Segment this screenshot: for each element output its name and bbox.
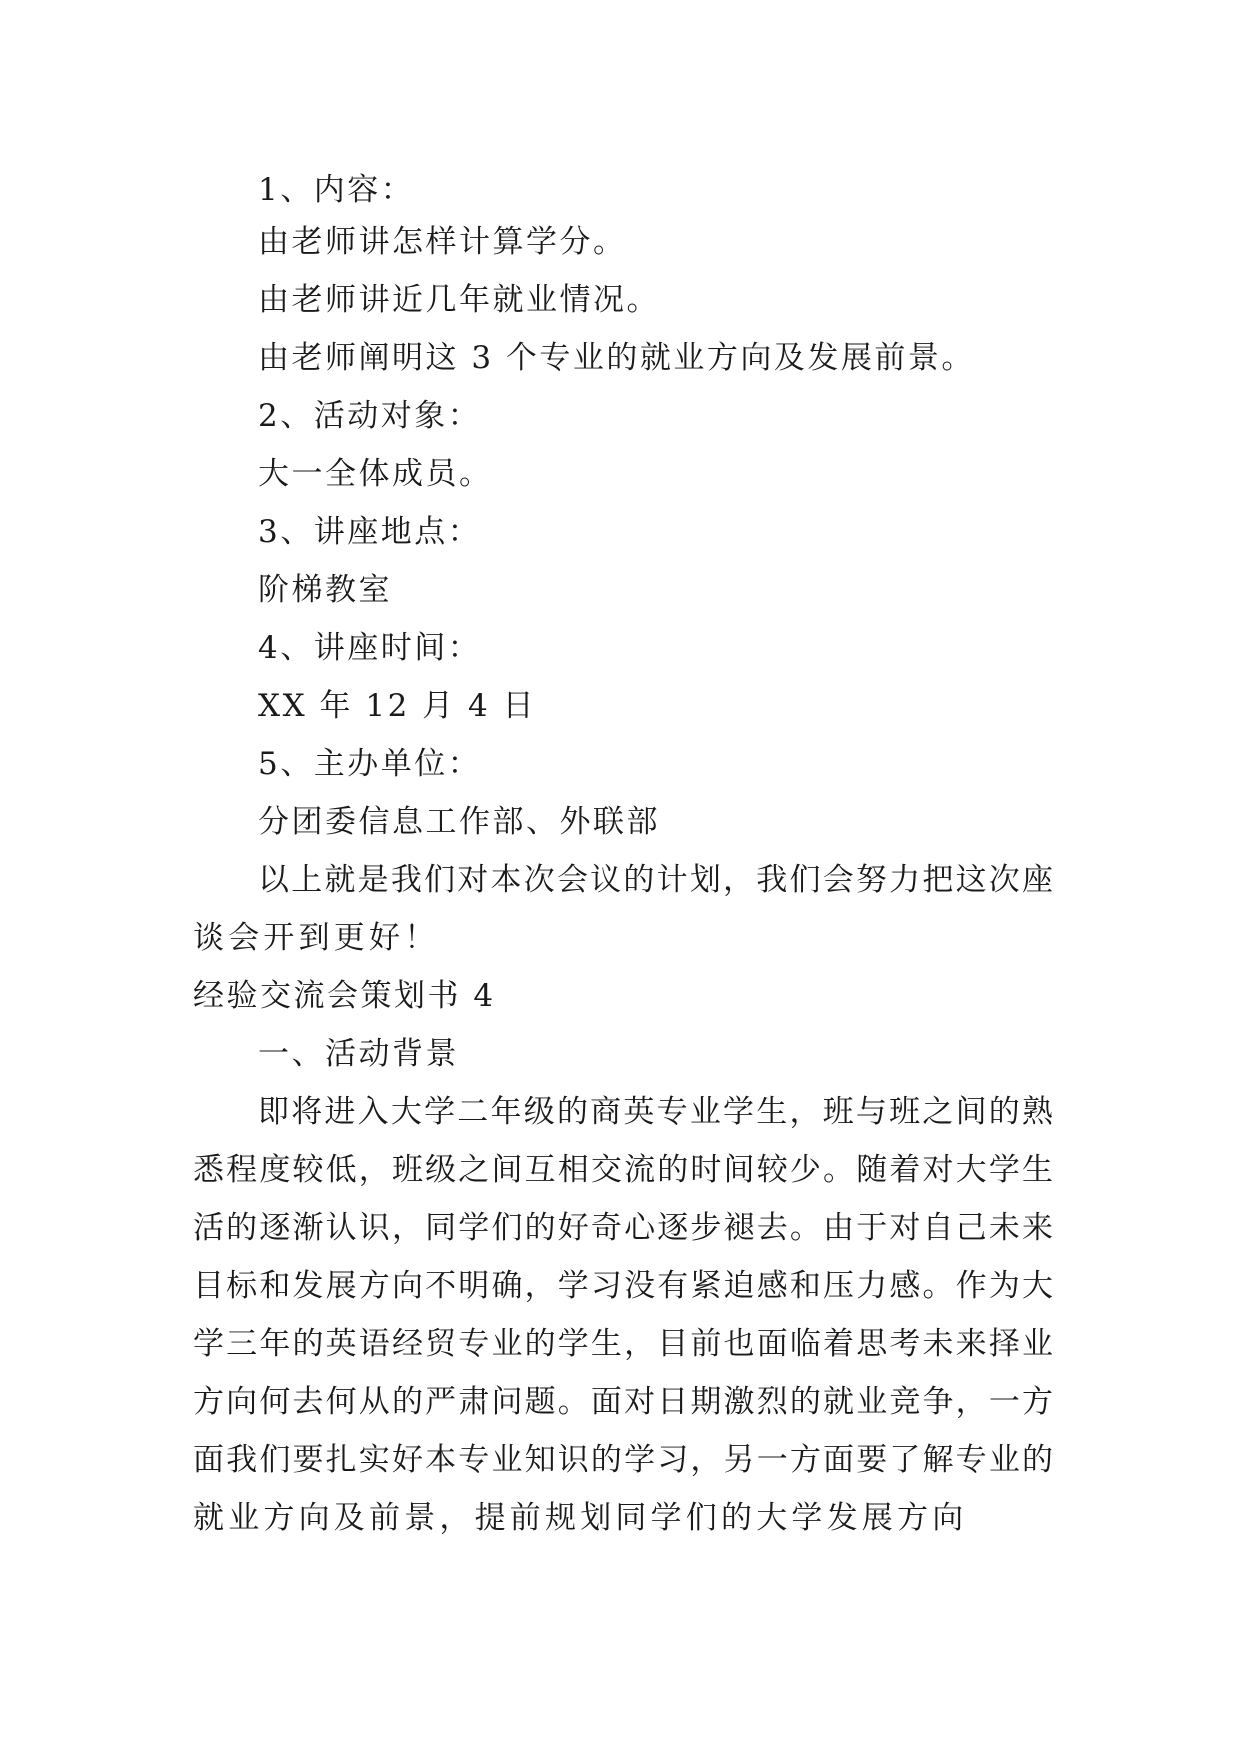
time-text: XX 年 12 月 4 日 — [258, 688, 537, 724]
background-paragraph-line-7: 面我们要扎实好本专业知识的学习，另一方面要了解专业的 — [193, 1442, 1053, 1478]
background-paragraph-line-5: 学三年的英语经贸专业的学生，目前也面临着思考未来择业 — [193, 1326, 1053, 1362]
closing-paragraph-line-1: 以上就是我们对本次会议的计划，我们会努力把这次座 — [258, 862, 1053, 898]
background-paragraph-line-6: 方向何去何从的严肃问题。面对日期激烈的就业竞争，一方 — [193, 1384, 1053, 1420]
background-paragraph-line-1: 即将进入大学二年级的商英专业学生，班与班之间的熟 — [258, 1094, 1053, 1130]
item-heading-content: 1、内容： — [258, 172, 415, 208]
content-line-credits: 由老师讲怎样计算学分。 — [258, 224, 627, 260]
background-paragraph-line-2: 悉程度较低，班级之间互相交流的时间较少。随着对大学生 — [193, 1152, 1053, 1188]
content-line-prospects: 由老师阐明这 3 个专业的就业方向及发展前景。 — [258, 340, 975, 376]
audience-text: 大一全体成员。 — [258, 456, 493, 492]
content-line-employment: 由老师讲近几年就业情况。 — [258, 282, 660, 318]
subheading-background: 一、活动背景 — [258, 1036, 459, 1072]
organizer-text: 分团委信息工作部、外联部 — [258, 804, 660, 840]
background-paragraph-line-3: 活的逐渐认识，同学们的好奇心逐步褪去。由于对自己未来 — [193, 1210, 1053, 1246]
section-title: 经验交流会策划书 4 — [193, 978, 496, 1014]
item-heading-location: 3、讲座地点： — [258, 514, 482, 550]
location-text: 阶梯教室 — [258, 572, 392, 608]
background-paragraph-line-4: 目标和发展方向不明确，学习没有紧迫感和压力感。作为大 — [193, 1268, 1053, 1304]
closing-paragraph-line-2: 谈会开到更好！ — [193, 920, 440, 956]
item-heading-organizer: 5、主办单位： — [258, 746, 482, 782]
item-heading-time: 4、讲座时间： — [258, 630, 482, 666]
item-heading-audience: 2、活动对象： — [258, 398, 482, 434]
background-paragraph-line-8: 就业方向及前景，提前规划同学们的大学发展方向 — [193, 1500, 968, 1536]
